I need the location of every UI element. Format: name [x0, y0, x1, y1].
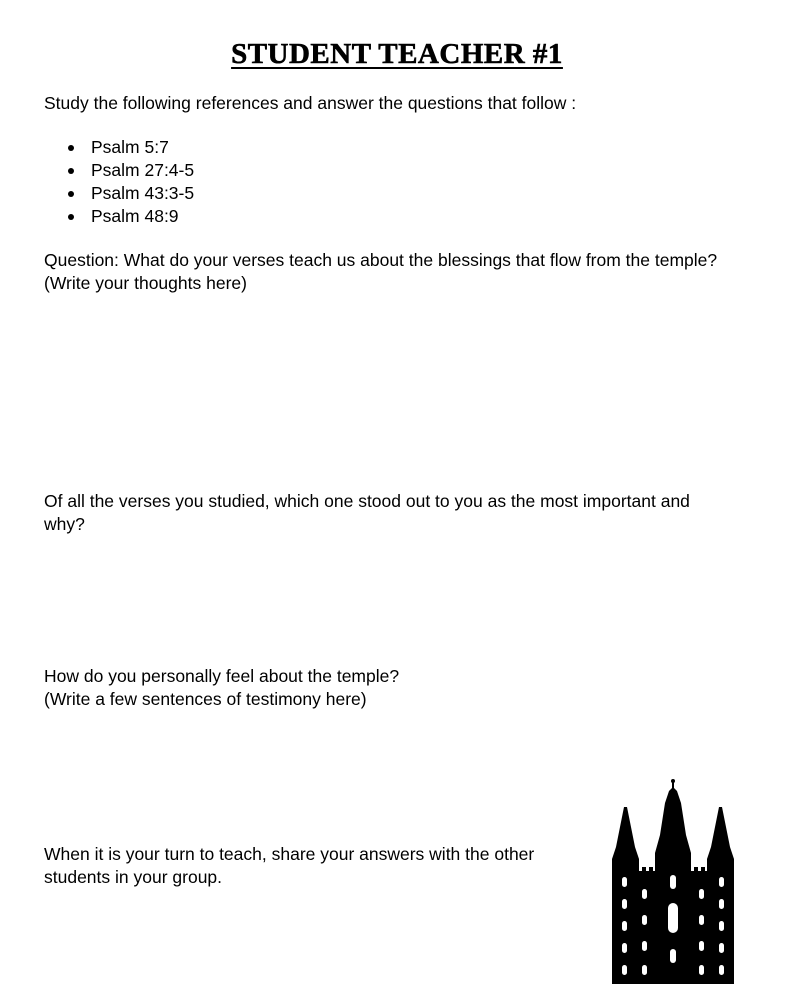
question-feelings: [44, 665, 399, 711]
question-important-verse: [44, 490, 744, 536]
list-item: Psalm 48:9: [44, 205, 194, 228]
question-text: Question: What do your verses teach us about the blessings that flow from the temple?: [44, 250, 718, 270]
list-item: Psalm 5:7: [44, 136, 194, 159]
question-blessings: [44, 249, 717, 295]
page-title: STUDENT TEACHER #1: [231, 38, 563, 70]
list-item: Psalm 43:3-5: [44, 182, 194, 205]
question-text-continued: why?: [44, 514, 85, 534]
temple-silhouette-icon: [608, 777, 738, 987]
list-item: Psalm 27:4-5: [44, 159, 194, 182]
question-hint: (Write a few sentences of testimony here): [44, 689, 367, 709]
question-text: Of all the verses you studied, which one stood out to you as the most important and: [44, 491, 690, 511]
reference-list: [44, 136, 194, 228]
closing-instructions: [44, 843, 584, 889]
closing-text-continued: students in your group.: [44, 867, 223, 887]
instructions-text: Study the following references and answer the questions that follow :: [44, 93, 577, 113]
closing-text: When it is your turn to teach, share your answers with the other: [44, 844, 535, 864]
question-hint: (Write your thoughts here): [44, 273, 247, 293]
question-text: How do you personally feel about the temple?: [44, 666, 400, 686]
